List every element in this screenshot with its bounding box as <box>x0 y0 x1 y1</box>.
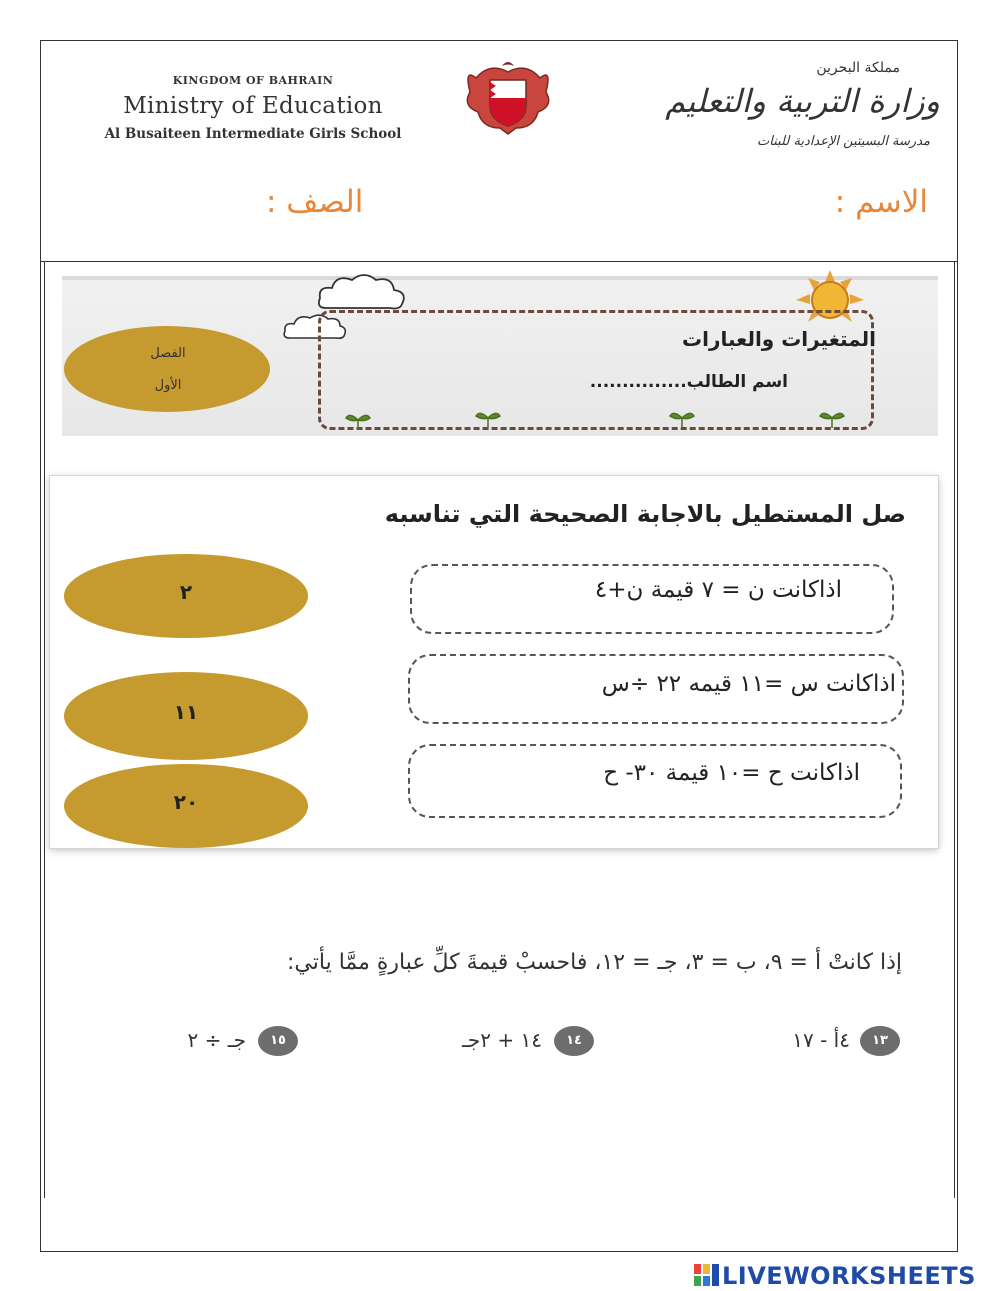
liveworksheets-logo-icon <box>694 1264 720 1286</box>
question-text-2: اذاكانت س =١١ قيمه ٢٢ ÷س <box>601 671 896 697</box>
header-divider <box>40 261 958 262</box>
name-field-label: الاسم : <box>834 184 928 220</box>
exercise-intro: إذا كانتْ أ = ٩، ب = ٣، جـ = ١٢، فاحسبْ قيمةَ كلِّ عبارةٍ ممَّا يأتي: <box>287 950 902 975</box>
ministry-label-en: Ministry of Education <box>123 93 383 119</box>
kingdom-label-en: KINGDOM OF BAHRAIN <box>172 74 334 87</box>
student-name-line: اسم الطالب............... <box>589 372 788 392</box>
exercise-number-badge: ١٤ <box>554 1026 594 1056</box>
school-label-ar: مدرسة البسيتين الإعدادية للبنات <box>757 134 930 149</box>
exercise-expression: جـ ÷ ٢ <box>187 1028 246 1052</box>
content-left-border <box>44 262 45 1198</box>
exercise-number-badge: ١٥ <box>258 1026 298 1056</box>
exercise-expression: ٤أ - ١٧ <box>792 1028 850 1052</box>
school-label-en: Al Busaiteen Intermediate Girls School <box>104 126 402 142</box>
cloud-icon <box>316 272 408 314</box>
class-field-label: الصف : <box>266 184 364 220</box>
content-right-border <box>954 262 955 1198</box>
arabic-header <box>588 60 940 164</box>
answer-label-3: ٢٠ <box>173 790 199 814</box>
ministry-label-ar: وزارة التربية والتعليم <box>665 82 940 120</box>
question-text-1: اذاكانت ن = ٧ قيمة ن+٤ <box>594 577 842 603</box>
chapter-label-line2: الأول <box>154 378 182 393</box>
kingdom-label-ar: مملكة البحرين <box>816 60 900 76</box>
matching-instruction: صل المستطيل بالاجابة الصحيحة التي تناسبه <box>384 500 906 528</box>
worksheet-title: المتغيرات والعبارات <box>682 327 876 351</box>
chapter-badge <box>64 326 270 412</box>
exercise-number-badge: ١٣ <box>860 1026 900 1056</box>
exercise-expression: ١٤ + ٢جـ <box>462 1028 542 1052</box>
sprout-icon <box>344 412 372 430</box>
answer-label-1: ٢ <box>179 580 193 604</box>
english-header <box>78 74 428 142</box>
chapter-label-line1: الفصل <box>150 346 186 361</box>
sprout-icon <box>668 410 696 428</box>
sprout-icon <box>474 410 502 428</box>
brand-name: LIVEWORKSHEETS <box>722 1262 976 1290</box>
bahrain-emblem-icon <box>456 58 560 138</box>
question-text-3: اذاكانت ح =١٠ قيمة ٣٠- ح <box>603 760 860 786</box>
answer-label-2: ١١ <box>173 700 199 724</box>
sprout-icon <box>818 410 846 428</box>
